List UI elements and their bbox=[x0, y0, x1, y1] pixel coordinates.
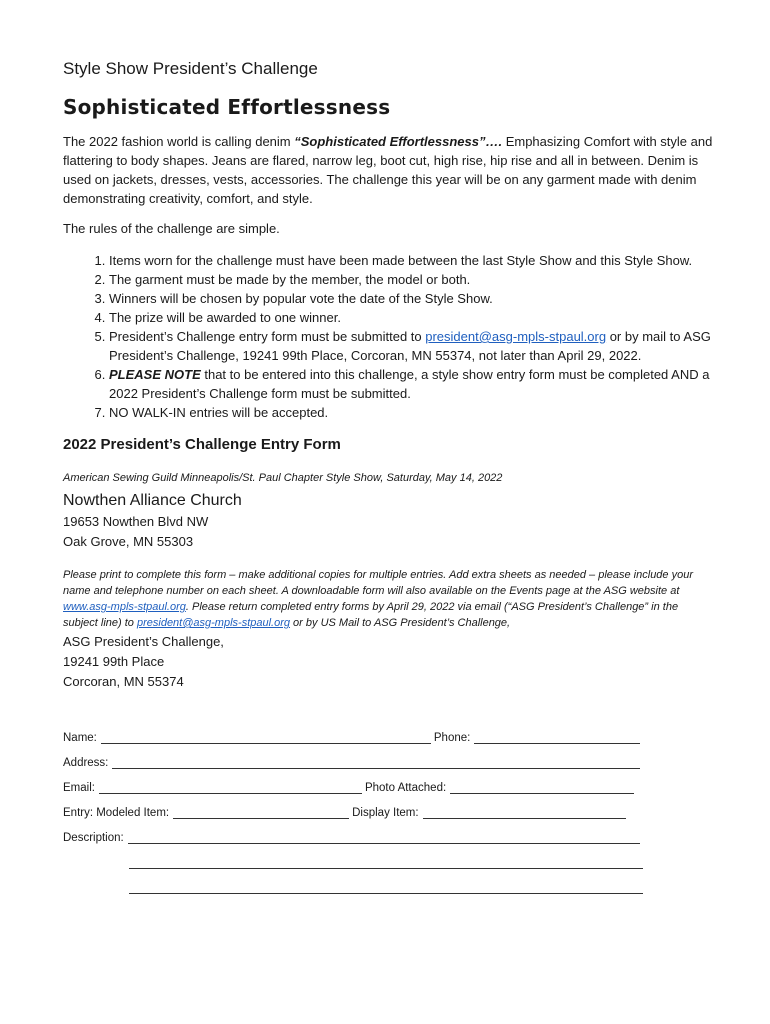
description-row bbox=[63, 819, 713, 844]
description-field[interactable] bbox=[128, 831, 640, 844]
name-field[interactable] bbox=[101, 731, 431, 744]
rules-list bbox=[63, 251, 713, 422]
description-field-line-2[interactable] bbox=[129, 856, 643, 869]
photo-field[interactable] bbox=[450, 781, 634, 794]
email-field[interactable] bbox=[99, 781, 362, 794]
intro-paragraph bbox=[63, 132, 713, 208]
notes-email-link[interactable]: president@asg-mpls-stpaul.org bbox=[136, 617, 290, 629]
description-row-3 bbox=[63, 869, 713, 894]
rule-item: 1. Items worn for the challenge must have been made between the last Style Show and this Style Show. bbox=[109, 251, 713, 270]
please-note-label: PLEASE NOTE bbox=[109, 367, 201, 382]
name-label: Name: bbox=[63, 732, 97, 744]
display-item-field[interactable] bbox=[423, 806, 626, 819]
notes-text-3: or by US Mail to ASG President’s Challenge, bbox=[290, 617, 511, 629]
venue-street: 19653 Nowthen Blvd NW bbox=[63, 514, 209, 529]
form-instructions bbox=[63, 567, 713, 631]
address-field[interactable] bbox=[112, 756, 640, 769]
entry-form-title: 2022 President’s Challenge Entry Form bbox=[63, 436, 341, 453]
challenge-title: Sophisticated Effortlessness bbox=[63, 95, 391, 119]
venue-city: Oak Grove, MN 55303 bbox=[63, 534, 194, 549]
rule-item: 4. The prize will be awarded to one winner. bbox=[109, 308, 713, 327]
document-page bbox=[63, 58, 713, 894]
rule-item: 2. The garment must be made by the member, the model or both. bbox=[109, 270, 713, 289]
rules-lead: The rules of the challenge are simple. bbox=[63, 221, 280, 236]
description-label: Description: bbox=[63, 832, 124, 844]
description-field-line-3[interactable] bbox=[129, 881, 643, 894]
notes-text-1: Please print to complete this form – make additional copies for multiple entries. Add extra sheets as needed – please include your name and telephone number on each sheet. A downloadable form will also available on the Events page at the ASG website at bbox=[63, 569, 693, 597]
phone-field[interactable] bbox=[474, 731, 640, 744]
entry-form-fields bbox=[63, 719, 713, 894]
president-email-link[interactable]: president@asg-mpls-stpaul.org bbox=[425, 329, 607, 344]
display-item-label: Display Item: bbox=[352, 807, 419, 819]
modeled-item-label: Entry: Modeled Item: bbox=[63, 807, 170, 819]
rule5-text-before: President’s Challenge entry form must be submitted to bbox=[109, 329, 426, 344]
mail-street: 19241 99th Place bbox=[63, 654, 165, 669]
venue-name: Nowthen Alliance Church bbox=[63, 492, 242, 509]
description-row-2 bbox=[63, 844, 713, 869]
name-phone-row bbox=[63, 719, 713, 744]
page-heading: Style Show President’s Challenge bbox=[63, 59, 318, 78]
intro-text-before: The 2022 fashion world is calling denim bbox=[63, 134, 295, 149]
rule-item bbox=[109, 327, 713, 365]
rule-item: 3. Winners will be chosen by popular vote the date of the Style Show. bbox=[109, 289, 713, 308]
email-label: Email: bbox=[63, 782, 95, 794]
intro-emphasis: “Sophisticated Effortlessness”…. bbox=[294, 134, 503, 149]
phone-label: Phone: bbox=[433, 732, 471, 744]
rule-item bbox=[109, 365, 713, 403]
rule6-text-after: that to be entered into this challenge, a style show entry form must be completed AND a 2022 President’s Challenge form must be submitted. bbox=[109, 367, 710, 401]
rule5-text-after: or by mail to ASG President’s Challenge, 19241 99th Place, Corcoran, MN 55374, not later than April 29, 2022. bbox=[109, 329, 711, 363]
photo-label: Photo Attached: bbox=[364, 782, 447, 794]
event-line: American Sewing Guild Minneapolis/St. Paul Chapter Style Show, Saturday, May 14, 2022 bbox=[63, 472, 503, 484]
intro-text-after: Emphasizing Comfort with style and flattering to body shapes. Jeans are flared, narrow leg, boot cut, high rise, hip rise and all in between. Denim is used on jackets, dresses, vests, accessories. The challenge this year will be on any garment made with denim demonstrating creativity, comfort, and style. bbox=[63, 134, 713, 206]
rule-item: 7. NO WALK-IN entries will be accepted. bbox=[109, 403, 713, 422]
notes-text-2: . Please return completed entry forms by April 29, 2022 via email (“ASG President’s Challenge” in the subject line) to bbox=[63, 601, 679, 629]
entry-display-row bbox=[63, 794, 713, 819]
email-photo-row bbox=[63, 769, 713, 794]
address-row bbox=[63, 744, 713, 769]
address-label: Address: bbox=[63, 757, 109, 769]
mail-name: ASG President’s Challenge, bbox=[63, 634, 224, 649]
mail-city: Corcoran, MN 55374 bbox=[63, 674, 184, 689]
modeled-item-field[interactable] bbox=[173, 806, 349, 819]
website-link[interactable]: www.asg-mpls-stpaul.org bbox=[63, 601, 186, 613]
